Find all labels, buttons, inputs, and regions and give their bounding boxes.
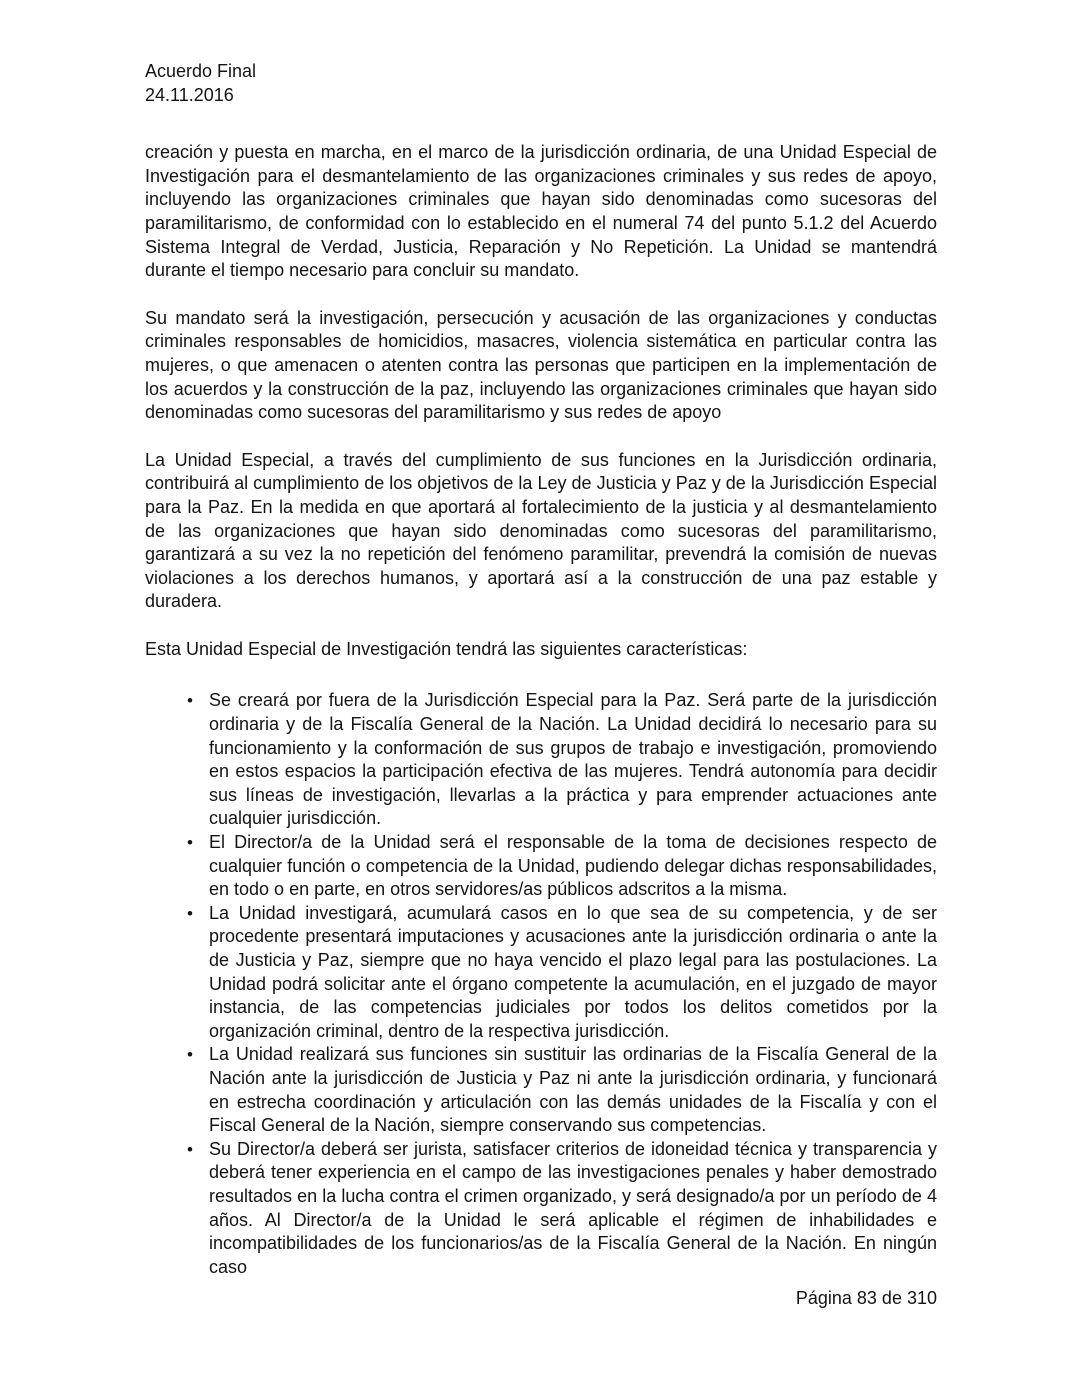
bullet-item-4: • La Unidad realizará sus funciones sin sustituir las ordinarias de la Fiscalía General de la Nación ante la jurisdicción de Justicia y Paz ni ante la jurisdicción ordinaria, y funcionará en estrecha coordinación y articulación con las demás unidades de la Fiscalía y con el Fiscal General de la Nación, siempre conservando sus competencias. (209, 1043, 937, 1137)
bullet-item-3: • La Unidad investigará, acumulará casos en lo que sea de su competencia, y de ser procedente presentará imputaciones y acusaciones ante la jurisdicción ordinaria o ante la de Justicia y Paz, siempre que no haya vencido el plazo legal para las postulaciones. La Unidad podrá solicitar ante el órgano competente la acumulación, en el juzgado de mayor instancia, de las competencias judiciales por todos los delitos cometidos por la organización criminal, dentro de la respectiva jurisdicción. (209, 902, 937, 1044)
document-date: 24.11.2016 (145, 84, 234, 105)
page-number: Página 83 de 310 (795, 1288, 937, 1309)
document-header (145, 60, 937, 107)
bullet-list (145, 689, 937, 1279)
bullet-item-1: • Se creará por fuera de la Jurisdicción Especial para la Paz. Será parte de la jurisdicción ordinaria y de la Fiscalía General de la Nación. La Unidad decidirá lo necesario para su funcionamiento y la conformación de sus grupos de trabajo e investigación, promoviendo en estos espacios la participación efectiva de las mujeres. Tendrá autonomía para decidir sus líneas de investigación, llevarlas a la práctica y para emprender actuaciones ante cualquier jurisdicción. (209, 689, 937, 831)
bullet-list-intro: Esta Unidad Especial de Investigación tendrá las siguientes características: (145, 638, 748, 659)
paragraph-3: La Unidad Especial, a través del cumplimiento de sus funciones en la Jurisdicción ordinaria, contribuirá al cumplimiento de los objetivos de la Ley de Justicia y Paz y de la Jurisdicción Especial para la Paz. En la medida en que aportará al fortalecimiento de la justicia y al desmantelamiento de las organizaciones que hayan sido denominadas como sucesoras del paramilitarismo, garantizará a su vez la no repetición del fenómeno paramilitar, prevendrá la comisión de nuevas violaciones a los derechos humanos, y aportará así a la construcción de una paz estable y duradera. (145, 449, 937, 612)
bullet-item-2: • El Director/a de la Unidad será el responsable de la toma de decisiones respecto de cualquier función o competencia de la Unidad, pudiendo delegar dichas responsabilidades, en todo o en parte, en otros servidores/as públicos adscritos a la misma. (209, 831, 937, 902)
document-title: Acuerdo Final (145, 61, 257, 81)
paragraph-1: creación y puesta en marcha, en el marco de la jurisdicción ordinaria, de una Unidad Especial de Investigación para el desmantelamiento de las organizaciones criminales y sus redes de apoyo, incluyendo las organizaciones criminales que hayan sido denominadas como sucesoras del paramilitarismo, de conformidad con lo establecido en el numeral 74 del punto 5.1.2 del Acuerdo Sistema Integral de Verdad, Justicia, Reparación y No Repetición. La Unidad se mantendrá durante el tiempo necesario para concluir su mandato. (145, 142, 937, 281)
paragraph-2: Su mandato será la investigación, persecución y acusación de las organizaciones y conductas criminales responsables de homicidios, masacres, violencia sistemática en particular contra las mujeres, o que amenacen o atenten contra las personas que participen en la implementación de los acuerdos y la construcción de la paz, incluyendo las organizaciones criminales que hayan sido denominadas como sucesoras del paramilitarismo y sus redes de apoyo (145, 307, 937, 423)
bullet-item-5: • Su Director/a deberá ser jurista, satisfacer criterios de idoneidad técnica y transparencia y deberá tener experiencia en el campo de las investigaciones penales y haber demostrado resultados en la lucha contra el crimen organizado, y será designado/a por un período de 4 años. Al Director/a de la Unidad le será aplicable el régimen de inhabilidades e incompatibilidades de los funcionarios/as de la Fiscalía General de la Nación. En ningún caso (209, 1138, 937, 1280)
